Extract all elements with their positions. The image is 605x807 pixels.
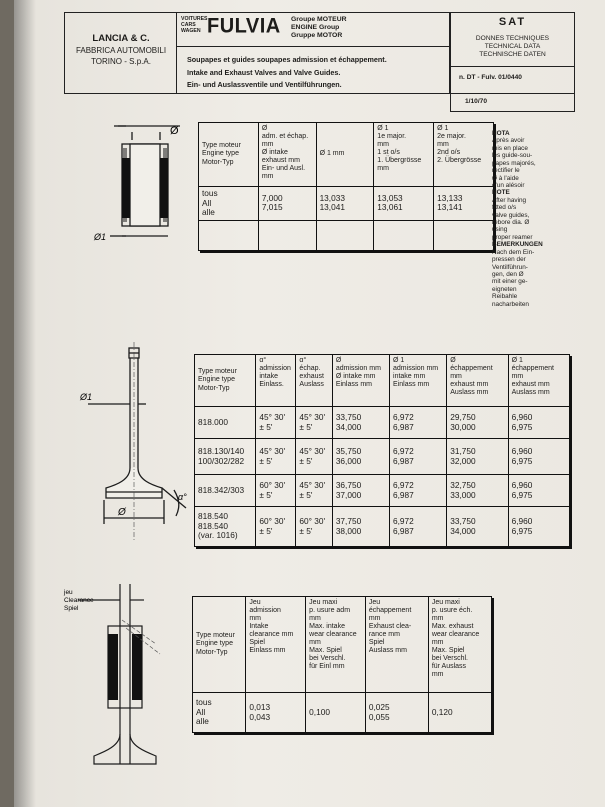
valve-head-label: Ø: [118, 507, 126, 518]
guides-header-oversize1: Ø 1 1e major. mm 1 st o/s 1. Übergrösse mm: [374, 123, 434, 187]
doc-date: 1/10/70: [465, 98, 487, 105]
sat-label: SAT: [498, 16, 527, 28]
table-row-empty: [199, 220, 494, 250]
header-title-box: [176, 12, 450, 94]
guides-cell-outer: 13,033 13,041: [316, 187, 374, 221]
table-row: 818.540 818.540 (var. 1016) 60° 30' ± 5' 60° 30' ± 5' 37,750 38,000 6,972 6,987 33,750 34,000 6,960 6,975: [195, 507, 570, 547]
title-en: Intake and Exhaust Valves and Valve Guides.: [187, 67, 341, 77]
valve-guide-diagram: [74, 118, 204, 258]
guides-header-bore: Ø adm. et échap. mm Ø intake exhaust mm Ein- und Ausl. mm: [258, 123, 316, 187]
guides-header-oversize2: Ø 1 2e major. mm 2nd o/s 2. Übergrösse: [434, 123, 494, 187]
guides-cell-oversize2: 13,133 13,141: [434, 187, 494, 221]
valves-header-engine: Type moteur Engine type Motor-Typ: [195, 355, 256, 407]
table-row: tous All alle 0,013 0,043 0,100 0,025 0,055 0,120: [193, 693, 492, 733]
header-company-box: [64, 12, 176, 94]
valves-header-angle-ex: α° échap. exhaust Auslass: [296, 355, 332, 407]
table-row: 818.342/303 60° 30' ± 5' 45° 30' ± 5' 36,750 37,000 6,972 6,987 32,750 33,000 6,960 6,975: [195, 475, 570, 507]
guides-note: NOTA Après avoir mis en place les guide-sou- papes majorés, rectifier le Ø à l'aide d'un alésoir NOTE After having fitted o/s valve guides, rebore dia. Ø using proper reamer BEMERKUNGEN Nach dem Ein- pressen der Ventilführun- gen, den Ø mit einer ge- eigneten Reibahle nacharbeiten: [492, 130, 543, 308]
header-sat-box: [450, 12, 575, 112]
vehicle-type-fr: VOITURES: [181, 16, 208, 22]
clearance-diagram: [60, 584, 190, 774]
valve-stem-label: Ø1: [80, 392, 93, 402]
vehicle-type-de: WAGEN: [181, 28, 201, 35]
valve-angle-label: α°: [178, 492, 187, 502]
clearance-label-en: Clearance: [64, 597, 94, 604]
group-en: ENGINE Group: [291, 24, 340, 32]
guides-header-outer: Ø 1 mm: [316, 123, 374, 187]
guides-cell-engine: tous All alle: [199, 187, 259, 221]
group-de: Gruppe MOTOR: [291, 32, 343, 40]
vehicle-type-en: CARS: [181, 22, 196, 29]
table-row: [199, 187, 494, 221]
company-subtitle: FABBRICA AUTOMOBILI: [75, 45, 167, 55]
valves-header-dia-in: Ø admission mm Ø intake mm Einlass mm: [332, 355, 389, 407]
company-city: TORINO - S.p.A.: [91, 56, 151, 66]
clearance-table: [192, 596, 492, 733]
clearance-header-intake: Jeu admission mm Intake clearance mm Spiel Einlass mm: [246, 597, 306, 693]
valves-table-header: [195, 355, 570, 407]
clearance-label-de: Spiel: [64, 605, 79, 612]
table-row: 818.130/140 100/302/282 45° 30' ± 5' 45° 30' ± 5' 35,750 36,000 6,972 6,987 31,750 32,000 6,960 6,975: [195, 439, 570, 475]
clearance-label-fr: jeu: [64, 589, 73, 596]
group-fr: Groupe MOTEUR: [291, 16, 347, 23]
table-row: 818.000 45° 30' ± 5' 45° 30' ± 5' 33,750 34,000 6,972 6,987 29,750 30,000 6,960 6,975: [195, 407, 570, 439]
doc-number: n. DT - Fulv. 01/0440: [459, 74, 522, 81]
valves-header-dia-ex: Ø échappement mm exhaust mm Auslass mm: [447, 355, 508, 407]
sat-line-en: TECHNICAL DATA: [484, 42, 541, 50]
valves-table: [194, 354, 570, 547]
title-de: Ein- und Auslassventile und Ventilführungen.: [187, 80, 342, 90]
clearance-table-header: [193, 597, 492, 693]
guides-cell-oversize1: 13,053 13,061: [374, 187, 434, 221]
clearance-header-exhaust-max: Jeu maxi p. usure éch. mm Max. exhaust wear clearance mm Max. Spiel bei Verschl. für Auslass mm: [428, 597, 491, 693]
guide-outer-label: Ø: [170, 125, 179, 137]
document-page: [14, 0, 605, 807]
valve-diagram: [76, 340, 196, 550]
valves-header-stem-in: Ø 1 admission mm intake mm Einlass mm: [390, 355, 447, 407]
sat-line-fr: DONNES TECHNIQUES: [475, 35, 550, 42]
guides-header-engine: Type moteur Engine type Motor-Typ: [199, 123, 259, 187]
title-fr: Soupapes et guides soupapes admission et échappement.: [187, 55, 387, 64]
clearance-header-exhaust: Jeu échappement mm Exhaust clea- rance mm Spiel Auslass mm: [365, 597, 428, 693]
valves-header-angle-in: α° admission intake Einlass.: [256, 355, 296, 407]
valves-header-stem-ex: Ø 1 échappement mm exhaust mm Auslass mm: [508, 355, 569, 407]
page-shadow: [14, 0, 36, 807]
clearance-header-engine: Type moteur Engine type Motor-Typ: [193, 597, 246, 693]
clearance-header-intake-max: Jeu maxi p. usure adm mm Max. intake wear clearance mm Max. Spiel bei Verschl. für Einl mm: [306, 597, 366, 693]
model-name: FULVIA: [207, 14, 281, 38]
company-name: LANCIA & C.: [92, 33, 150, 44]
guides-table: [198, 122, 494, 251]
guides-table-header: [199, 123, 494, 187]
guides-cell-bore: 7,000 7,015: [258, 187, 316, 221]
header-divider: [177, 46, 449, 47]
guide-inner-label: Ø1: [94, 232, 107, 242]
sat-line-de: TECHNISCHE DATEN: [479, 50, 546, 58]
